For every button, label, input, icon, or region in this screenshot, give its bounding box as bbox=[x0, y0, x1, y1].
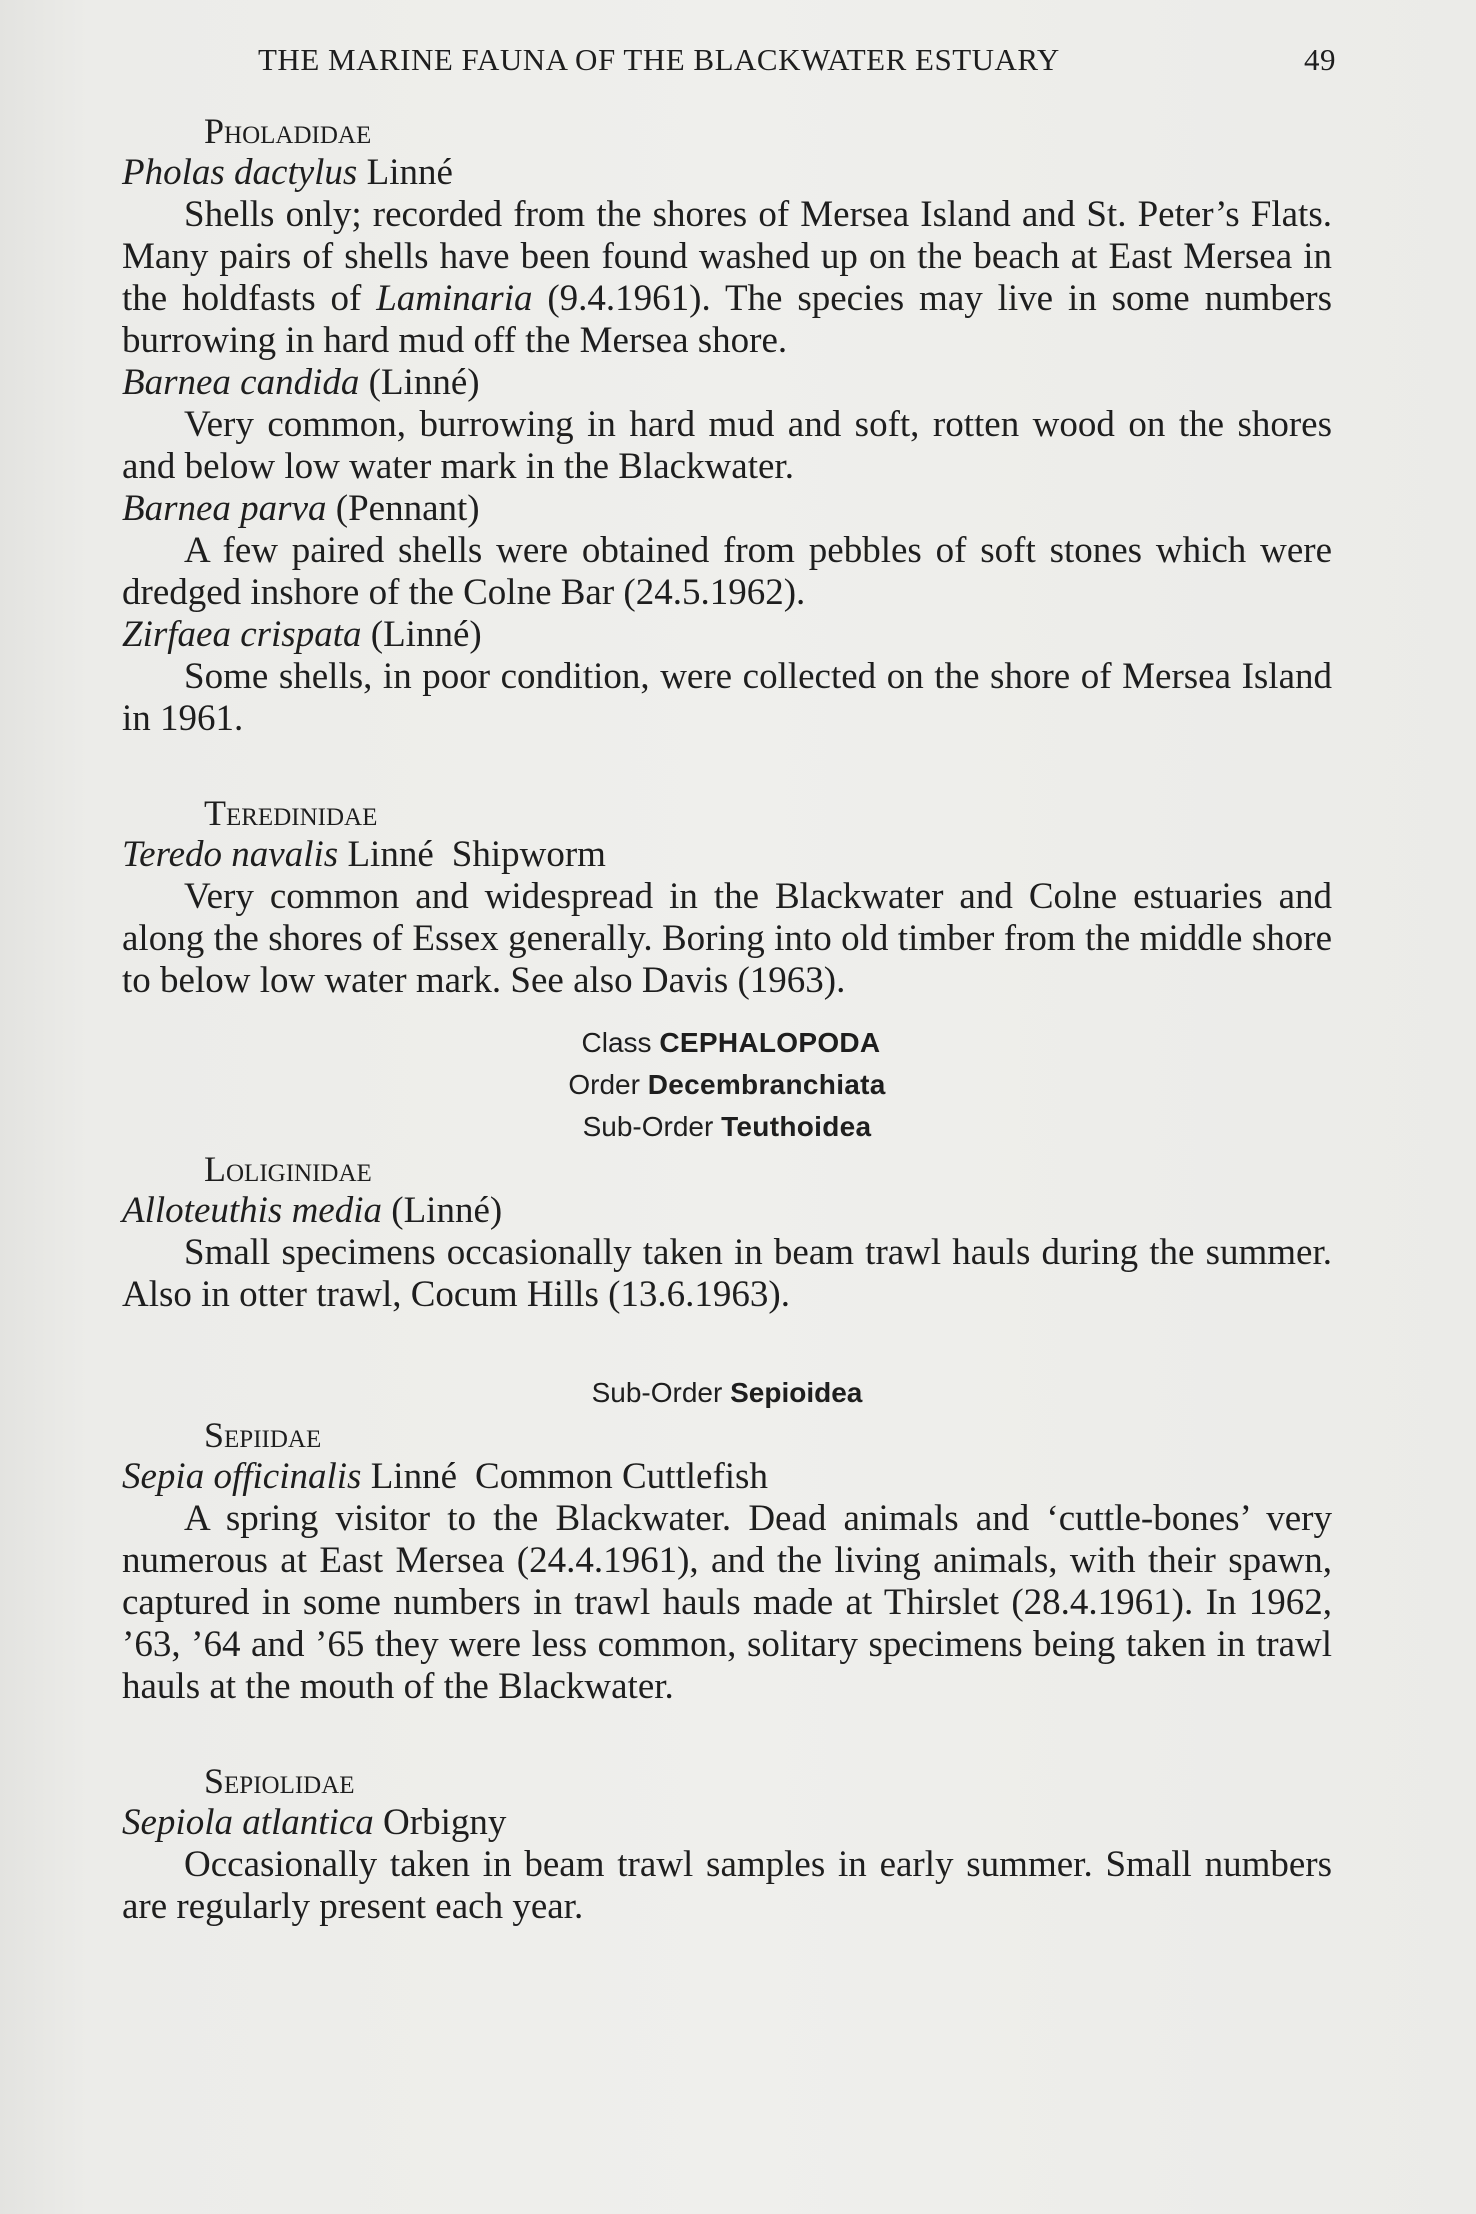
suborder-label: Sub-Order bbox=[591, 1377, 723, 1408]
page-content bbox=[122, 110, 1332, 1928]
suborder-line bbox=[122, 1106, 1332, 1148]
family-heading-loliginidae: Loliginidae bbox=[204, 1149, 372, 1189]
genus-italic: Laminaria bbox=[376, 278, 533, 319]
species-description: Very common and widespread in the Blackwater and Colne estuaries and along the shores of Essex generally. Boring into old timber from the middle shore to below low water mark. See also Davis (1963). bbox=[122, 876, 1332, 1001]
species-author: (Pennant) bbox=[335, 488, 480, 529]
species-binomial: Sepia officinalis bbox=[122, 1456, 362, 1497]
species-binomial: Teredo navalis bbox=[122, 834, 339, 875]
species-author: (Linné) bbox=[391, 1190, 503, 1231]
species-binomial: Sepiola atlantica bbox=[122, 1802, 374, 1843]
species-name bbox=[122, 614, 1332, 656]
family-heading-teredinidae: Teredinidae bbox=[204, 793, 378, 833]
species-description: A few paired shells were obtained from pebbles of soft stones which were dredged inshore of the Colne Bar (24.5.1962). bbox=[122, 530, 1332, 613]
species-description: A spring visitor to the Blackwater. Dead animals and ‘cuttle-bones’ very numerous at East Mersea (24.4.1961), and the living animals, with their spawn, captured in some numbers in trawl hauls made at Thirslet (28.4.1961). In 1962, ’63, ’64 and ’65 they were less common, solitary specimens being taken in trawl hauls at the mouth of the Blackwater. bbox=[122, 1498, 1332, 1707]
species-description: Some shells, in poor condition, were collected on the shore of Mersea Island in 1961. bbox=[122, 656, 1332, 739]
species-binomial: Alloteuthis media bbox=[122, 1190, 382, 1231]
species-author: Linné bbox=[347, 834, 434, 875]
class-label: Class bbox=[581, 1027, 652, 1058]
class-name: CEPHALOPODA bbox=[659, 1027, 881, 1058]
species-name bbox=[122, 362, 1332, 404]
species-description: Very common, burrowing in hard mud and soft, rotten wood on the shores and below low water mark in the Blackwater. bbox=[122, 404, 1332, 487]
species-binomial: Barnea parva bbox=[122, 488, 327, 529]
order-name: Decembranchiata bbox=[647, 1069, 886, 1100]
species-name bbox=[122, 488, 1332, 530]
running-header bbox=[258, 42, 1336, 78]
class-line bbox=[122, 1022, 1332, 1064]
order-line bbox=[122, 1064, 1332, 1106]
suborder-label: Sub-Order bbox=[582, 1111, 714, 1142]
classification-block bbox=[122, 1022, 1332, 1148]
species-binomial: Zirfaea crispata bbox=[122, 614, 362, 655]
family-heading-pholadidae: Pholadidae bbox=[204, 111, 372, 151]
species-author: (Linné) bbox=[370, 614, 482, 655]
species-description bbox=[122, 194, 1332, 362]
running-title: THE MARINE FAUNA OF THE BLACKWATER ESTUARY bbox=[258, 42, 1060, 77]
common-name: Shipworm bbox=[451, 834, 606, 875]
suborder-name: Teuthoidea bbox=[721, 1111, 872, 1142]
species-description: Occasionally taken in beam trawl samples in early summer. Small numbers are regularly present each year. bbox=[122, 1844, 1332, 1927]
species-binomial: Pholas dactylus bbox=[122, 152, 358, 193]
order-label: Order bbox=[568, 1069, 640, 1100]
description-text-continued: (9.4.1961). The species may live in some numbers burrowing in hard mud off the Mersea shore. bbox=[122, 278, 1333, 361]
species-name bbox=[122, 152, 1332, 194]
common-name: Common Cuttlefish bbox=[475, 1456, 768, 1497]
species-name bbox=[122, 1802, 1332, 1844]
family-heading-sepiolidae: Sepiolidae bbox=[204, 1761, 355, 1801]
description-text: Shells only; recorded from the shores of Mersea Island and St. Peter’s Flats. Many pairs of shells have been found washed up on the beach at East Mersea in the holdfasts of bbox=[122, 194, 1332, 319]
species-author: Linné bbox=[370, 1456, 458, 1497]
species-description: Small specimens occasionally taken in beam trawl hauls during the summer. Also in otter trawl, Cocum Hills (13.6.1963). bbox=[122, 1232, 1332, 1315]
species-author: Linné bbox=[366, 152, 453, 193]
species-binomial: Barnea candida bbox=[122, 362, 360, 403]
family-heading-sepiidae: Sepiidae bbox=[204, 1415, 322, 1455]
species-author: Orbigny bbox=[383, 1802, 507, 1843]
species-author: (Linné) bbox=[368, 362, 480, 403]
suborder-line-sepioidea bbox=[122, 1372, 1332, 1414]
species-name bbox=[122, 1456, 1332, 1498]
page-number: 49 bbox=[1304, 42, 1336, 77]
species-name bbox=[122, 834, 1332, 876]
species-name bbox=[122, 1190, 1332, 1232]
suborder-name: Sepioidea bbox=[730, 1377, 863, 1408]
